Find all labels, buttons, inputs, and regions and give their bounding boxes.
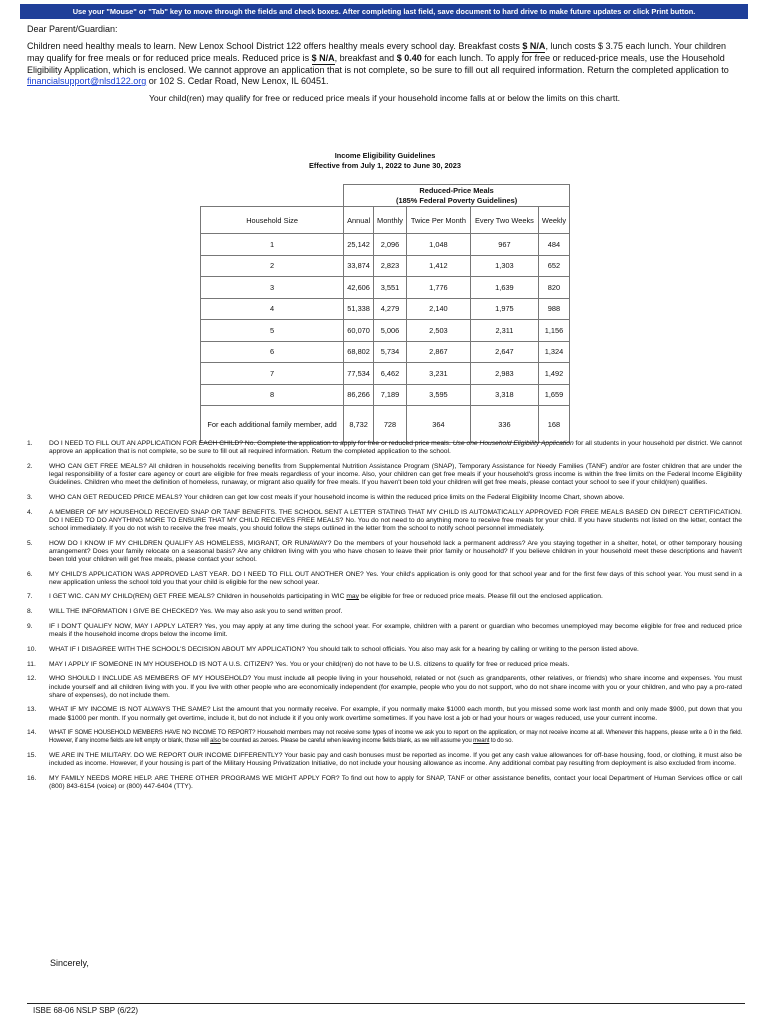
faq-question: IF I DON'T QUALIFY NOW, MAY I APPLY LATER? [49,623,203,630]
faq-number: 14. [27,729,37,737]
table-row [201,320,570,342]
faq-number: 13. [27,706,37,714]
faq-answer: meant [473,737,490,745]
faq-question: I GET WIC. CAN MY CHILD(REN) GET FREE MEALS? [49,593,215,601]
faq-number: 10. [27,645,37,653]
faq-text [49,675,742,699]
faq-item [27,608,742,616]
table-cell: 3 [201,277,344,299]
faq-text [49,775,742,791]
reduced-price-field[interactable]: $ N/A [311,53,335,63]
faq-answer: for all students in your household per district. We cannot approve an application that is not complete, so be sure to fill out all required information. Return the completed application to the school. [49,440,742,456]
faq-number: 8. [27,608,33,616]
table-row [201,298,570,320]
faq-answer: Household members may not receive some types of income we ask you to report on the application, or may not receive income at all. Whenever this happens, please write a 0 in the field. However, if any income fields are left empty or blank, those will [49,729,742,745]
table-cell: 42,606 [344,277,374,299]
faq-answer: Yes, you may apply at any time during the school year. For example, children with a parent or guardian who becomes unemployed may become eligible for free and reduced price meals if the household income drops below the income limit. [49,623,742,639]
faq-answer: No. Complete the application to apply for free or reduced price meals. [243,440,453,447]
faq-number: 4. [27,508,33,516]
faq-item [27,775,742,791]
guidelines-subtitle: Effective from July 1, 2022 to June 30, 2023 [309,161,461,170]
faq-text [49,494,742,502]
faq-answer: To find out how to apply for SNAP, TANF or other assistance benefits, contact your local Department of Human Services office or call (800) 843-6154 (voice) or (800) 447-6404 (TTY). [49,775,743,791]
faq-question: HOW DO I KNOW IF MY CHILDREN QUALIFY AS HOMELESS, MIGRANT, OR RUNAWAY? [49,539,332,547]
closing: Sincerely, [50,958,89,968]
faq-item [27,494,742,502]
reduced-lunch-field[interactable]: $ 0.40 [396,53,422,63]
table-row [201,234,570,256]
greeting: Dear Parent/Guardian: [27,24,118,34]
column-header: Twice Per Month [406,207,470,234]
intro-paragraph: Children need healthy meals to learn. New Lenox School District 122 offers healthy meals every school day. Breakfast costs $ N/A, lunch costs $ 3.75 each lunch. Your children may qualify for free meals or for reduced price meals. Reduced price is $ N/A, breakfast and $ 0.40 for each lunch. To apply for free or reduced-price meals, use the Household Eligibility Application, which is enclosed. We cannot approve an application that is not complete, so be sure to fill out all required information. Return the completed application to financialsupport@nlsd122.org or 102 S. Cedar Road, New Lenox, IL 60451. [27,41,729,86]
faq-answer: be counted as zeroes. Please be careful when leaving income fields blank, as we will assume you [220,737,474,745]
faq-number: 12. [27,675,37,683]
table-cell: 4 [201,298,344,320]
faq-question: WHO CAN GET REDUCED PRICE MEALS? [49,493,183,501]
table-cell: 4,279 [374,298,407,320]
column-header: Monthly [374,207,407,234]
faq-item [27,509,742,533]
table-cell: 2 [201,255,344,277]
table-row [201,341,570,363]
table-cell: 3,318 [470,384,538,406]
table-row [201,363,570,385]
faq-question: MY CHILD'S APPLICATION WAS APPROVED LAST YEAR. DO I NEED TO FILL OUT ANOTHER ONE? [49,570,364,578]
footer-divider [27,1003,745,1004]
faq-answer: Yes. You or your child(ren) do not have to be U.S. citizens to qualify for free or reduced price meals. [273,660,570,668]
guidelines-title: Income Eligibility Guidelines [334,151,436,160]
faq-answer: Your children can get low cost meals if your household income is within the reduced price limits on the Federal Eligibility Income Chart, shown above. [182,493,625,501]
table-cell: 1 [201,234,344,256]
table-cell: 168 [538,406,569,443]
faq-number: 7. [27,593,33,601]
faq-text [49,608,742,616]
column-header-row [201,207,570,234]
faq-answer: You should talk to school officials. You also may ask for a hearing by calling or writing to the person listed above. [305,645,639,653]
table-cell: 1,156 [538,320,569,342]
table-cell: 33,874 [344,255,374,277]
table-cell: 5 [201,320,344,342]
table-cell: 988 [538,298,569,320]
table-cell: 1,324 [538,341,569,363]
table-cell: 8 [201,384,344,406]
table-cell: 60,070 [344,320,374,342]
table-cell: 820 [538,277,569,299]
faq-question: WHAT IF SOME HOUSEHOLD MEMBERS HAVE NO INCOME TO REPORT? [49,729,256,737]
faq-number: 3. [27,493,33,501]
guidelines-heading [0,151,770,171]
faq-question: MY FAMILY NEEDS MORE HELP. ARE THERE OTHER PROGRAMS WE MIGHT APPLY FOR? [49,775,340,783]
faq-text [49,661,742,669]
faq-item [27,463,742,487]
table-cell: 5,006 [374,320,407,342]
faq-answer: Your basic pay and cash bonuses must be reported as income. If you get any cash value allowances for off-base housing, food, or clothing, it must also be included as income. However, if your housing is part of the Military Housing Privatization Initiative, do not include your housing allowance as income. Any additional combat pay resulting from deployment is also excluded from income. [49,752,742,768]
letter-body [27,24,742,110]
table-cell: 2,983 [470,363,538,385]
table-cell: 1,303 [470,255,538,277]
table-cell: 77,534 [344,363,374,385]
table-cell: 1,776 [406,277,470,299]
table-cell: 2,823 [374,255,407,277]
table-cell: 2,096 [374,234,407,256]
faq-answer: to do so. [489,737,513,745]
faq-answer: All children in households receiving benefits from Supplemental Nutrition Assistance Program (SNAP), Temporary Assistance for Needy Families (TANF) and/or are foster children that are under the legal responsibility of a foster care agency or court are eligible for free meals regardless of your income. Also, your children can get free meals if your household's gross income is within the free limits on the Federal Income Eligibility Guidelines. Children who meet the definition of homeless, runaway, or migrant also qualify for free meals. If you haven't been told your children will get free meals, please contact your school to see if your child(ren) qualifies. [49,462,743,487]
faq-question: WHO SHOULD I INCLUDE AS MEMBERS OF MY HOUSEHOLD? [49,675,252,683]
faq-text [49,752,742,768]
table-row [201,384,570,406]
table-cell: For each additional family member, add [201,406,344,443]
faq-answer: No. You do not need to do anything more to receive free meals for your child. If you have students not listed on the letter, contact the school immediately. If you do not wish to receive the free meals, you should follow the steps outlined in the letter from the school to notify school personnel immediately. [49,516,742,532]
faq-answer: Yes. Your child's application is only good for that school year and for the first few days of this school year. You must send in a new application unless the school told you that your child is eligible for the new school year. [49,570,742,586]
instruction-banner: Use your "Mouse" or "Tab" key to move through the fields and check boxes. After completing last field, save document to hard drive to make future updates or click Print button. [20,4,748,19]
table-cell: 86,266 [344,384,374,406]
table-cell: 1,659 [538,384,569,406]
faq-number: 6. [27,570,33,578]
faq-text [49,729,742,745]
faq-text [49,440,742,456]
table-cell: 1,975 [470,298,538,320]
table-cell: 5,734 [374,341,407,363]
table-cell: 1,412 [406,255,470,277]
faq-item [27,593,742,601]
faq-text [49,706,742,722]
table-cell: 6 [201,341,344,363]
faq-question: WHO CAN GET FREE MEALS? [49,462,147,470]
table-cell: 2,503 [406,320,470,342]
table-cell: 3,551 [374,277,407,299]
faq-question: WHAT IF I DISAGREE WITH THE SCHOOL'S DECISION ABOUT MY APPLICATION? [49,645,306,653]
column-header: Every Two Weeks [470,207,538,234]
faq-answer: Use one Household Eligibility Application [452,440,574,447]
faq-item [27,752,742,768]
faq-number: 5. [27,539,33,547]
income-eligibility-table [200,184,570,443]
faq-answer: Do the members of your household lack a permanent address? Are you staying together in a shelter, hotel, or other temporary housing arrangement? Does your family relocate on a seasonal basis? Are any children living with you who have chosen to leave their prior family or household? If you believe children in your household meet these descriptions and haven't been told your children will get free meals, please contact your school. [49,539,743,563]
faq-answer: also [210,737,221,745]
table-cell: 484 [538,234,569,256]
faq-item [27,706,742,722]
faq-answer: You must include all people living in your household, related or not (such as grandparents, other relatives, or friends) who share income and expenses. You must include yourself and all children living with you. If you live with other people who are economically independent (for example, people who you do not support, who do not share income with you or your children, and who pay a pro-rated share of expenses), do not include them. [49,675,742,699]
faq-text [49,540,742,564]
table-cell: 2,867 [406,341,470,363]
qualify-line: Your child(ren) may qualify for free or reduced price meals if your household income falls at or below the limits on this chartt. [148,93,621,103]
table-cell: 2,140 [406,298,470,320]
faq-text [49,623,742,639]
faq-text [49,509,742,533]
table-cell: 652 [538,255,569,277]
faq-answer: List the amount that you normally receive. For example, if you normally make $1000 each month, but you missed some work last month and only made $900, put down that you made $1000 per month. If you normally get overtime, include it, but do not include it if you only work overtime sometimes. If you have lost a job or had your hours or wages reduced, use your current income. [49,706,742,722]
table-cell: 3,595 [406,384,470,406]
faq-item [27,661,742,669]
faq-text [49,646,742,654]
faq-item [27,729,742,745]
table-cell: 1,492 [538,363,569,385]
table-cell: 8,732 [344,406,374,443]
faq-text [49,571,742,587]
table-cell: 336 [470,406,538,443]
faq-number: 9. [27,623,33,630]
table-cell: 6,462 [374,363,407,385]
faq-number: 2. [27,462,33,470]
faq-answer: be eligible for free or reduced price meals. Please fill out the enclosed application. [358,593,603,601]
table-row [201,255,570,277]
faq-text [49,593,742,601]
faq-question: DO I NEED TO FILL OUT AN APPLICATION FOR EACH CHILD? [49,440,244,447]
table-cell: 3,231 [406,363,470,385]
breakfast-price-field[interactable]: $ N/A [522,41,546,51]
faq-list [27,440,742,798]
table-cell: 967 [470,234,538,256]
table-cell: 68,802 [344,341,374,363]
faq-item [27,623,742,639]
table-cell: 2,311 [470,320,538,342]
table-cell: 25,142 [344,234,374,256]
email-link[interactable]: financialsupport@nlsd122.org [27,76,147,86]
table-cell: 7 [201,363,344,385]
faq-number: 1. [27,440,33,447]
faq-question: WE ARE IN THE MILITARY. DO WE REPORT OUR INCOME DIFFERENTLY? [49,752,283,760]
form-footer: ISBE 68-06 NSLP SBP (6/22) [33,1006,139,1015]
faq-answer: Children in households participating in WIC [214,593,347,601]
table-cell: 1,639 [470,277,538,299]
column-header: Household Size [201,207,344,234]
table-cell: 51,338 [344,298,374,320]
table-cell: 728 [374,406,407,443]
column-header: Annual [344,207,374,234]
table-spacer [201,185,344,207]
faq-text [49,463,742,487]
table-title: Reduced-Price Meals (185% Federal Poverty Guidelines) [344,185,570,207]
faq-item [27,571,742,587]
faq-answer: may [346,593,359,601]
table-cell: 2,647 [470,341,538,363]
faq-question: WHAT IF MY INCOME IS NOT ALWAYS THE SAME? [49,706,211,714]
column-header: Weekly [538,207,569,234]
table-cell: 364 [406,406,470,443]
faq-number: 11. [27,660,36,668]
table-cell: 1,048 [406,234,470,256]
faq-question: A MEMBER OF MY HOUSEHOLD RECEIVED SNAP OR TANF BENEFITS. THE SCHOOL SENT A LETTER STATING THAT MY CHILD IS AUTOMATICALLY APPROVED FOR FREE MEALS BASED ON DIRECT CERTIFICATION. DO I NEED TO DO ANYTHING MORE TO ENSURE THAT MY CHILD RECIEVES FREE MEALS? [49,508,742,524]
faq-number: 15. [27,752,37,760]
faq-number: 16. [27,775,37,783]
table-cell: 7,189 [374,384,407,406]
faq-item [27,540,742,564]
table-row [201,277,570,299]
faq-item [27,675,742,699]
faq-item [27,646,742,654]
faq-answer: Yes. We may also ask you to send written proof. [198,608,343,616]
table-row [201,406,570,443]
faq-item [27,440,742,456]
faq-question: WILL THE INFORMATION I GIVE BE CHECKED? [49,608,199,616]
faq-question: MAY I APPLY IF SOMEONE IN MY HOUSEHOLD IS NOT A U.S. CITIZEN? [49,660,274,668]
